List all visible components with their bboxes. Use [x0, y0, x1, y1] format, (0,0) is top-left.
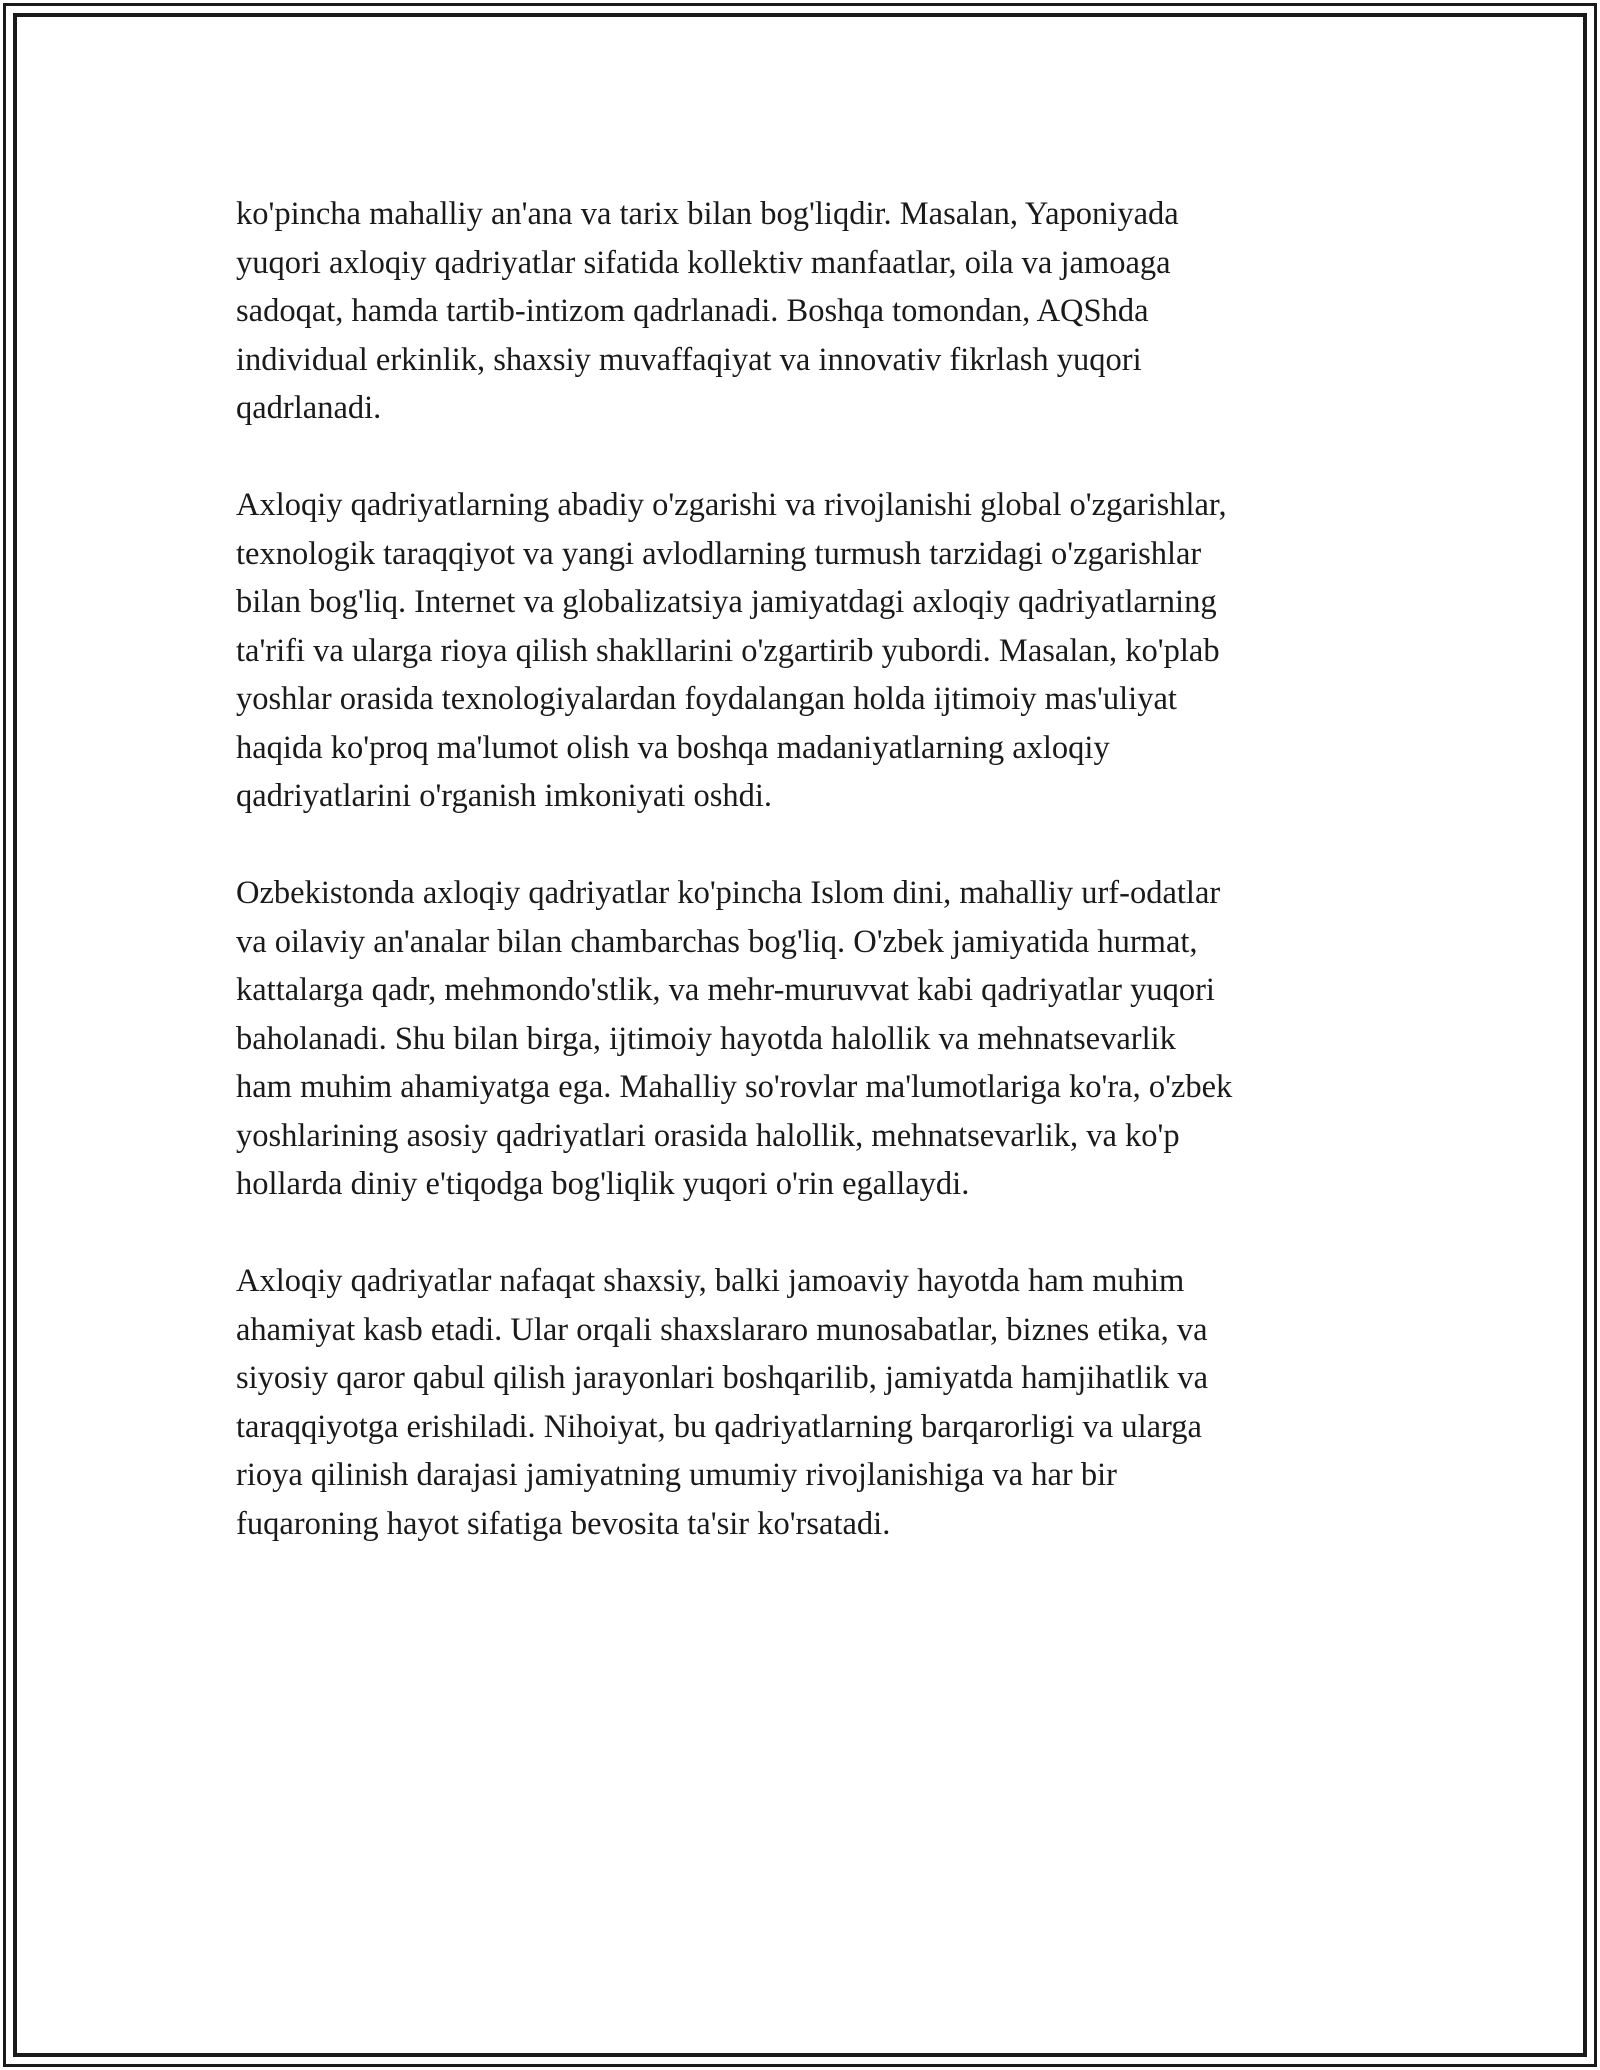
paragraph-2: Axloqiy qadriyatlarning abadiy o'zgarishi va rivojlanishi global o'zgarishlar, texnologik taraqqiyot va yangi avlodlarning turmush tarzidagi o'zgarishlar bilan bog'liq. Internet va globalizatsiya jamiyatdagi axloqiy qadriyatlarning ta'rifi va ularga rioya qilish shakllarini o'zgartirib yubordi. Masalan, ko'plab yoshlar orasida texnologiyalardan foydalangan holda ijtimoiy mas'uliyat haqida ko'proq ma'lumot olish va boshqa madaniyatlarning axloqiy qadriyatlarini o'rganish imkoniyati oshdi. [236, 487, 1227, 814]
paragraph-4: Axloqiy qadriyatlar nafaqat shaxsiy, balki jamoaviy hayotda ham muhim ahamiyat kasb etadi. Ular orqali shaxslararo munosabatlar, biznes etika, va siyosiy qaror qabul qilish jarayonlari boshqarilib, jamiyatda hamjihatlik va taraqqiyotga erishiladi. Nihoiyat, bu qadriyatlarning barqarorligi va ularga rioya qilinish darajasi jamiyatning umumiy rivojlanishiga va har bir fuqaroning hayot sifatiga bevosita ta'sir ko'rsatadi. [236, 1263, 1209, 1542]
paragraph-3: Ozbekistonda axloqiy qadriyatlar ko'pincha Islom dini, mahalliy urf-odatlar va oilaviy an'analar bilan chambarchas bog'liq. O'zbek jamiyatida hurmat, kattalarga qadr, mehmondo'stlik, va mehr-muruvvat kabi qadriyatlar yuqori baholanadi. Shu bilan birga, ijtimoiy hayotda halollik va mehnatsevarlik ham muhim ahamiyatga ega. Mahalliy so'rovlar ma'lumotlariga ko'ra, o'zbek yoshlarining asosiy qadriyatlari orasida halollik, mehnatsevarlik, va ko'p hollarda diniy e'tiqodga bog'liqlik yuqori o'rin egallaydi. [236, 875, 1233, 1202]
document-body [236, 190, 1376, 1597]
paragraph-1: ko'pincha mahalliy an'ana va tarix bilan bog'liqdir. Masalan, Yaponiyada yuqori axloqiy qadriyatlar sifatida kollektiv manfaatlar, oila va jamoaga sadoqat, hamda tartib-intizom qadrlanadi. Boshqa tomondan, AQShda individual erkinlik, shaxsiy muvaffaqiyat va innovativ fikrlash yuqori qadrlanadi. [236, 196, 1179, 426]
